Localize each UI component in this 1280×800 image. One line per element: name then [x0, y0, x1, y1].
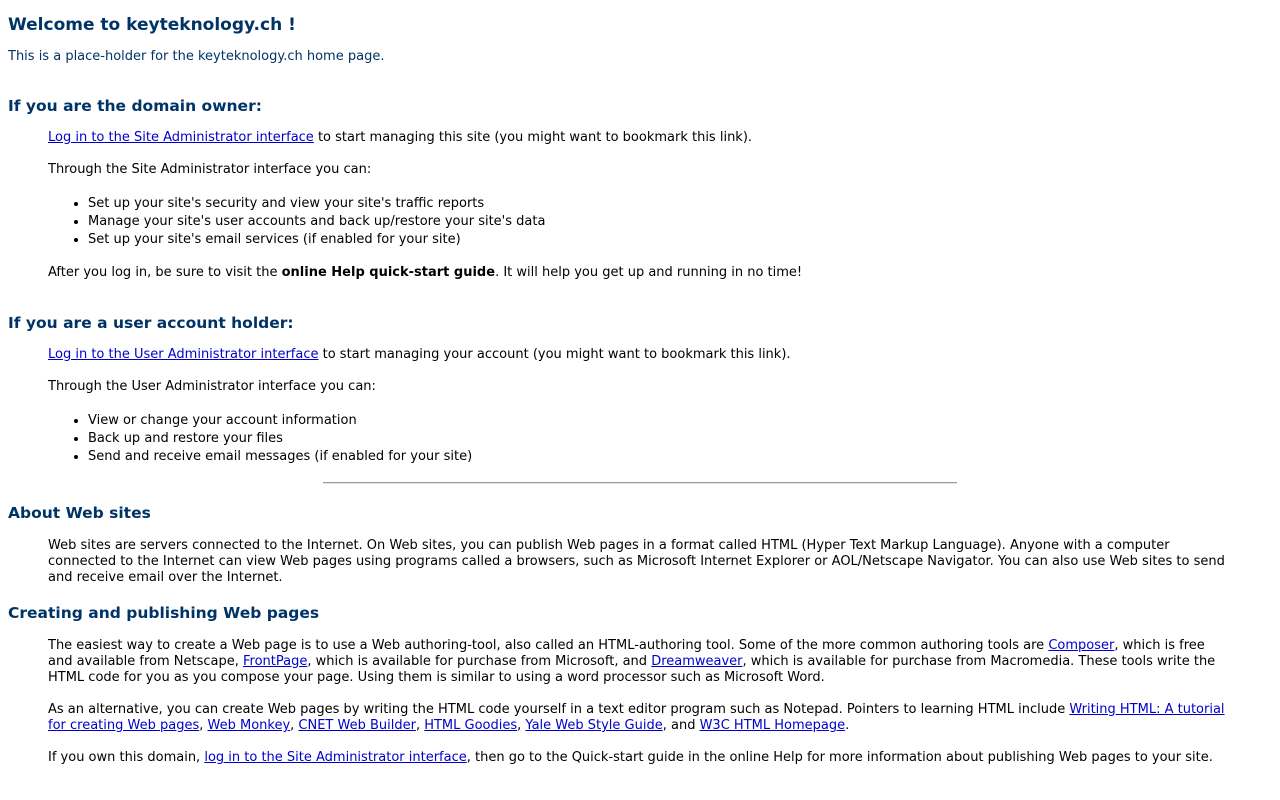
- w3c-html-homepage-link[interactable]: W3C HTML Homepage: [699, 718, 846, 733]
- separator-wrap: [8, 482, 1272, 484]
- text-segment: , which is available for purchase from Microsoft, and: [307, 654, 652, 669]
- owner-through-text: Through the Site Administrator interface you can:: [48, 162, 372, 177]
- user-feature-list: [48, 412, 1228, 466]
- text-segment: ,: [517, 718, 526, 733]
- owner-login-paragraph: [48, 130, 1228, 146]
- page-title: Welcome to keyteknology.ch !: [8, 15, 296, 35]
- dreamweaver-link[interactable]: Dreamweaver: [651, 654, 743, 669]
- site-admin-login-link-2[interactable]: log in to the Site Administrator interface: [204, 750, 467, 765]
- user-admin-login-link[interactable]: Log in to the User Administrator interface: [48, 347, 319, 362]
- list-item: • Manage your site's user accounts and back up/restore your site's data: [88, 213, 1228, 231]
- list-item: • Set up your site's email services (if enabled for your site): [88, 231, 1228, 249]
- text-segment: .: [845, 718, 850, 733]
- cnet-web-builder-link[interactable]: CNET Web Builder: [298, 718, 416, 733]
- owner-login-rest: to start managing this site (you might want to bookmark this link).: [313, 130, 753, 145]
- list-item: • Back up and restore your files: [88, 430, 1228, 448]
- intro-text: This is a place-holder for the keyteknology.ch home page.: [8, 49, 385, 64]
- user-through-text: Through the User Administrator interface you can:: [48, 379, 376, 394]
- text-segment: , then go to the Quick-start guide in the online Help for more information about publishing Web pages to your site.: [466, 750, 1213, 765]
- about-section: [48, 538, 1228, 586]
- owner-heading: If you are the domain owner:: [8, 97, 262, 115]
- creating-section: [48, 638, 1228, 766]
- horizontal-divider: [323, 482, 957, 484]
- site-admin-login-link[interactable]: Log in to the Site Administrator interface: [48, 130, 314, 145]
- user-heading: If you are a user account holder:: [8, 314, 294, 332]
- after-pre: After you log in, be sure to visit the: [48, 265, 282, 280]
- list-item: • Set up your site's security and view your site's traffic reports: [88, 195, 1228, 213]
- text-segment: , which is free and available from Netscape,: [48, 638, 1205, 669]
- help-guide-bold: online Help quick-start guide: [281, 265, 496, 280]
- text-segment: As an alternative, you can create Web pages by writing the HTML code yourself in a text editor program such as Notepad. Pointers to learning HTML include: [48, 702, 1070, 717]
- text-segment: ,: [199, 718, 208, 733]
- about-text: Web sites are servers connected to the Internet. On Web sites, you can publish Web pages in a format called HTML (Hyper Text Markup Language). Anyone with a computer connected to the Internet can view Web pages using programs called a browsers, such as Microsoft Internet Explorer or AOL/Netscape Navigator. You can also use Web sites to send and receive email over the Internet.: [48, 538, 1225, 585]
- text-segment: , and: [662, 718, 700, 733]
- frontpage-link[interactable]: FrontPage: [243, 654, 308, 669]
- user-section: [48, 347, 1228, 466]
- creating-paragraph-2: [48, 702, 1228, 734]
- list-item: • Send and receive email messages (if enabled for your site): [88, 448, 1228, 466]
- yale-style-guide-link[interactable]: Yale Web Style Guide: [525, 718, 663, 733]
- html-goodies-link[interactable]: HTML Goodies: [424, 718, 518, 733]
- user-login-paragraph: [48, 347, 1228, 363]
- creating-paragraph-1: [48, 638, 1228, 686]
- creating-heading: Creating and publishing Web pages: [8, 604, 320, 622]
- user-login-rest: to start managing your account (you might want to bookmark this link).: [318, 347, 791, 362]
- text-segment: ,: [290, 718, 299, 733]
- creating-paragraph-3: [48, 750, 1228, 766]
- list-item: • View or change your account information: [88, 412, 1228, 430]
- web-monkey-link[interactable]: Web Monkey: [207, 718, 291, 733]
- text-segment: If you own this domain,: [48, 750, 205, 765]
- about-heading: About Web sites: [8, 504, 151, 522]
- owner-after-login-text: [48, 265, 1228, 281]
- after-post: . It will help you get up and running in no time!: [495, 265, 803, 280]
- text-segment: , which is available for purchase from Macromedia. These tools write the HTML code for you as you compose your page. Using them is similar to using a word processor such as Microsoft Word.: [48, 654, 1216, 685]
- owner-section: [48, 130, 1228, 281]
- owner-feature-list: [48, 195, 1228, 249]
- composer-link[interactable]: Composer: [1048, 638, 1115, 653]
- text-segment: The easiest way to create a Web page is to use a Web authoring-tool, also called an HTML-authoring tool. Some of the more common authoring tools are: [48, 638, 1049, 653]
- text-segment: ,: [415, 718, 425, 733]
- writing-html-link[interactable]: Writing HTML: A tutorial for creating Web pages: [48, 702, 1225, 733]
